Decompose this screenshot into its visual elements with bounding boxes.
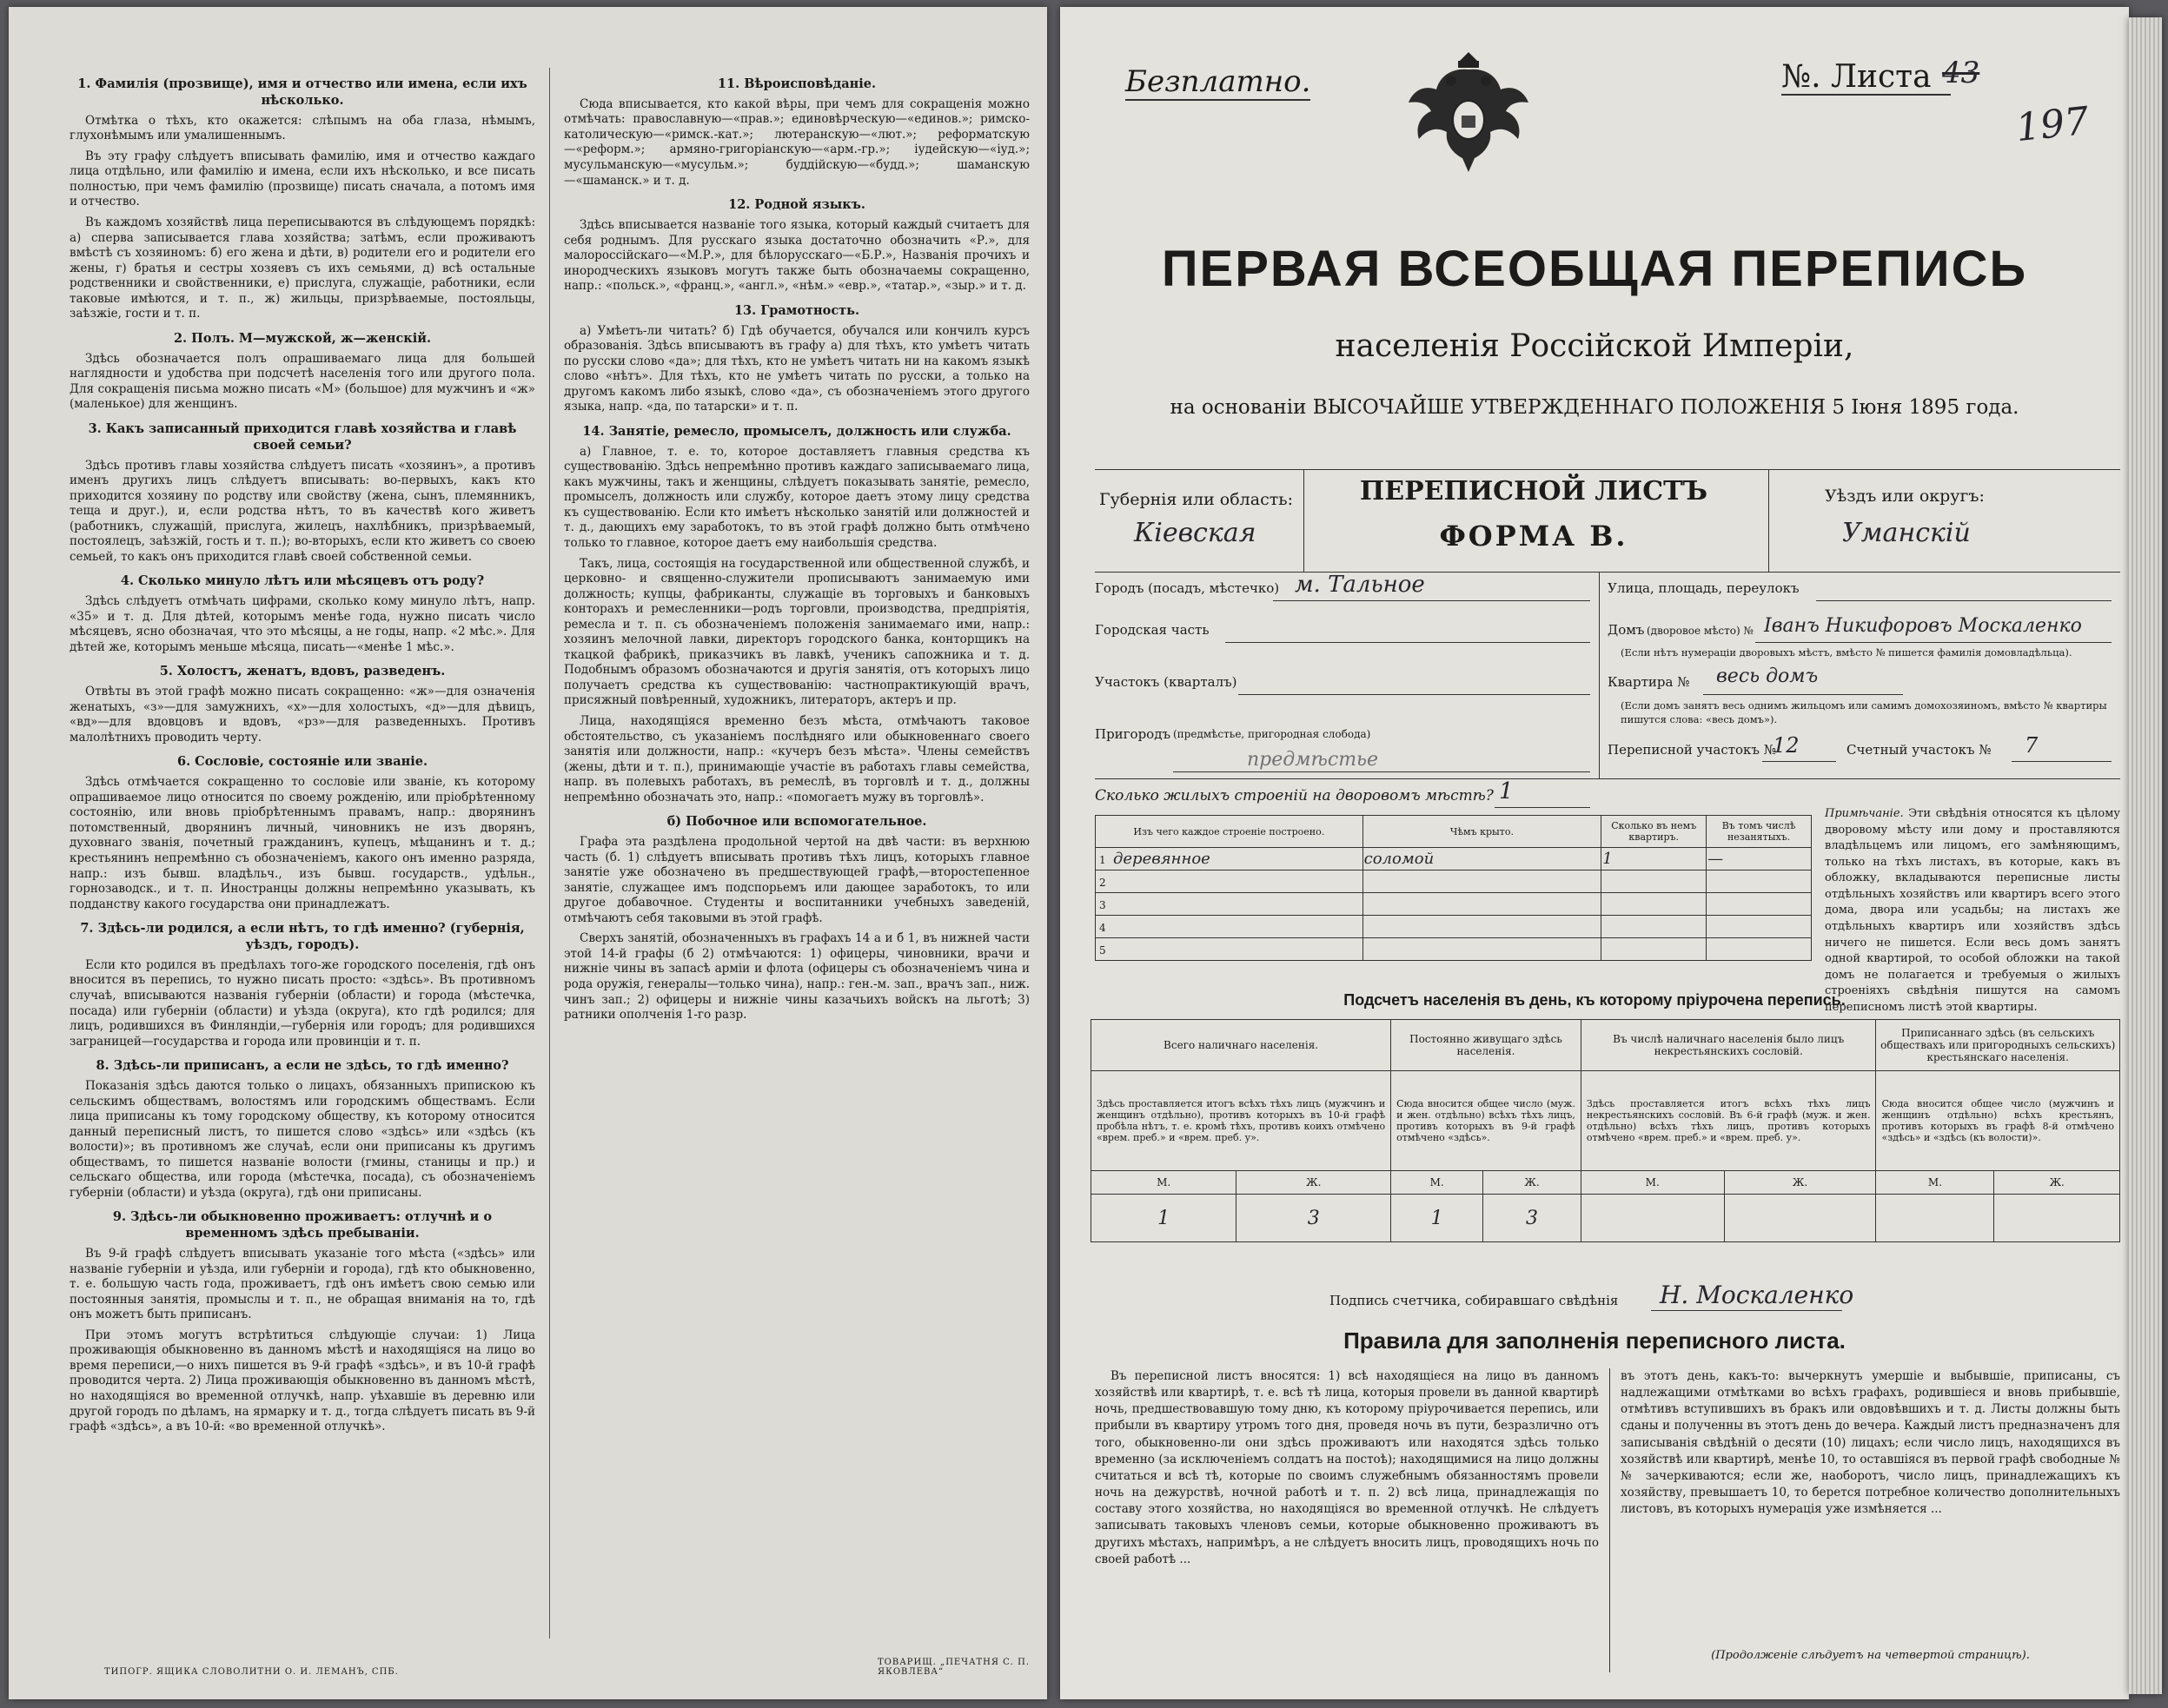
- rules-title: Правила для заполненія переписного листа.: [1343, 1327, 1846, 1354]
- buildings-cell-vacant: [1707, 938, 1812, 961]
- counting-district-label: Счетный участокъ №: [1846, 742, 1992, 758]
- uezd-label: Уѣздъ или округъ:: [1825, 487, 1985, 506]
- buildings-cell-roof: [1362, 871, 1601, 893]
- instruction-paragraph: Здѣсь отмѣчается сокращенно то сословіе или званіе, къ которому опрашиваемое лицо относится по своему рожденію, или пріобрѣтенному состоянію, или вновь пріобрѣтеннымъ правамъ, напр.: дворянинъ потомственный, дворянинъ личный, чиновникъ не изъ дворянъ, духовнаго званія, почетный гражданинъ, купецъ, мѣщанинъ и т. д.; крестьянинъ непремѣнно съ обозначеніемъ, какого онъ именно разряда, напр.: изъ бывш. владѣльч., изъ бывш. государств., удѣльн., горнозаводск., и т. п. Иностранцы должны непремѣнно указывать, къ подданству какого государства они принадлежатъ.: [70, 775, 535, 911]
- instruction-heading: 4. Сколько минуло лѣтъ или мѣсяцевъ отъ роду?: [120, 573, 485, 589]
- count-values-row: [1091, 1195, 2120, 1242]
- instruction-heading: 1. Фамилія (прозвище), имя и отчество или имена, если ихъ нѣсколько.: [77, 76, 527, 108]
- buildings-note: [1825, 806, 2120, 1016]
- left-page-instructions: [9, 7, 1047, 1699]
- count-nonpeasant-m: [1581, 1195, 1724, 1242]
- instruction-paragraph: Если кто родился въ предѣлахъ того-же городского поселенія, гдѣ онъ вносится въ перепись, то нужно писать просто: «здѣсь». Въ противномъ случаѣ, вписываются названія губерніи (области) и города (мѣстечка, посада) или губерніи (области) и уѣзда (округа), кто гдѣ родился; для лицъ, родившихся въ Финляндіи,—губернія или городъ; для родившихся заграницей—государства и города или провинціи и т. п.: [70, 957, 535, 1049]
- street-label: Улица, площадь, переулокъ: [1608, 580, 1800, 596]
- rules-right-column: въ этотъ день, какъ-то: вычеркнутъ умершіе и выбывшіе, приписаны, съ надлежащими отмѣтками во всѣхъ графахъ, родившіеся и вновь прибывшіе, отмѣтивъ вступившихъ въ бракъ или овдовѣвшихъ и т. д. Листы должны быть сданы и полученны въ этотъ день до вечера. Каждый листъ предназначенъ для записыванія свѣдѣній о десяти (10) лицахъ; если число лицъ, находящихся въ хозяйствѣ или квартирѣ, менѣе 10, то оставшіяся въ первой графѣ свободные №№ зачеркиваются; если же, наоборотъ, число лицъ, принадлежащихъ къ хозяйству, превышаетъ 10, то берется потребное количество дополнительныхъ листовъ, въ которыхъ нумерація уже измѣняется ...: [1621, 1369, 2120, 1517]
- count-header-peasant: Приписаннаго здѣсь (въ сельскихъ обществахъ или пригородныхъ сельскихъ) крестьянскаго населенія.: [1876, 1020, 2120, 1071]
- buildings-row: [1096, 893, 1812, 916]
- rules-continued: (Продолженіе слѣдуетъ на четвертой страницѣ).: [1711, 1649, 2030, 1662]
- rules-left-column: Въ переписной листъ вносятся: 1) всѣ находящіеся на лицо въ данномъ хозяйствѣ или квартирѣ, т. е. всѣ тѣ лица, которыя провели въ данной квартирѣ ночь, предшествовавшую тому дню, къ которому пріурочивается перепись, или прибыли въ квартиру утромъ того дня, проведя ночь въ пути, безразлично отъ того, обыкновенно-ли они здѣсь проживаютъ или находятся здѣсь только временно (за исключеніемъ солдатъ на постоѣ); находящимися на лицо должны считаться и всѣ тѣ, которые по своимъ служебнымъ обязанностямъ провели ночь на дежурствѣ, ночной работѣ и т. п. 2) всѣ лица, принадлежащія по составу этого хозяйства, но находящіяся во временной отлучкѣ. Не слѣдуетъ записывать таковыхъ членовъ семьи, которые обыкновенно проживаютъ въ другихъ мѣстахъ, напримѣръ, а не слѣдуетъ вносить лицъ, проводящихъ ночь по своей работѣ ...: [1095, 1369, 1599, 1566]
- buildings-note-label: Примѣчаніе.: [1825, 807, 1904, 820]
- buildings-value: деревянное: [1113, 850, 1210, 868]
- buildings-cell-roof: [1362, 916, 1601, 938]
- buildings-table: [1095, 815, 1812, 961]
- buildings-row: [1096, 871, 1812, 893]
- buildings-cell-roof: [1362, 938, 1601, 961]
- buildings-header-vacant: Въ томъ числѣ незанятыхъ.: [1707, 816, 1812, 848]
- header-band-bottom-rule: [1095, 572, 2120, 573]
- count-total-f: 3: [1236, 1195, 1391, 1242]
- buildings-cell-roof: [1362, 848, 1601, 871]
- count-total-m: 1: [1091, 1195, 1236, 1242]
- city-value: м. Тальное: [1295, 572, 1425, 598]
- count-desc-total: Здѣсь проставляется итогъ всѣхъ тѣхъ лицъ (мужчинъ и женщинъ отдѣльно), противъ которыхъ въ 10-й графѣ пробѣла нѣтъ, т. е. кромѣ тѣхъ, противъ коихъ отмѣчено «врем. преб.» и «врем. преб. у».: [1091, 1071, 1391, 1171]
- count-description-row: [1091, 1071, 2120, 1171]
- census-basis: на основаніи ВЫСОЧАЙШЕ УТВЕРЖДЕННАГО ПОЛОЖЕНІЯ 5 Іюня 1895 года.: [1170, 396, 2019, 419]
- free-label: Безплатно.: [1125, 64, 1311, 99]
- buildings-cell-vacant: [1707, 848, 1812, 871]
- buildings-cell-roof: [1362, 893, 1601, 916]
- apartment-hint: (Если домъ занятъ весь однимъ жильцомъ или самимъ домохозяиномъ, вмѣсто № квартиры пишутся слова: «весь домъ»).: [1621, 699, 2107, 725]
- buildings-value: 1: [1602, 850, 1613, 868]
- count-header-permanent: Постоянно живущаго здѣсь населенія.: [1391, 1020, 1581, 1071]
- signature-line: [1651, 1310, 1842, 1311]
- buildings-header-apartments: Сколько въ немъ квартиръ.: [1601, 816, 1707, 848]
- buildings-table-body: [1096, 848, 1812, 961]
- column-divider: [549, 68, 550, 1638]
- count-desc-permanent: Сюда вносится общее число (муж. и жен. отдѣльно) всѣхъ тѣхъ лицъ, противъ которыхъ въ 9-й графѣ отмѣчено «здѣсь».: [1391, 1071, 1581, 1171]
- buildings-row-number: 4: [1099, 922, 1106, 934]
- buildings-cell-apartments: [1601, 938, 1707, 961]
- census-district-value: 12: [1773, 733, 1800, 758]
- right-page-census-form: [1060, 7, 2129, 1699]
- sheet-number-label: №. Листа: [1781, 59, 1932, 95]
- instruction-heading: б) Побочное или вспомогательное.: [666, 814, 927, 830]
- buildings-note-text: Эти свѣдѣнія относятся къ цѣлому дворовому мѣсту или дому и проставляются владѣльцемъ или лицомъ, его замѣняющимъ, только на тѣхъ листахъ, въ которые, какъ въ обложку, вкладываются переписные листы отдѣльныхъ хозяйствъ или квартиръ всего этого дома, двора или усадьбы; на листахъ же отдѣльныхъ квартиръ или хозяйствъ здѣсь ничего не пишется. Если весь домъ занятъ одной квартирой, то особой обложки на такой домъ не полагается и требуемыя о жилыхъ строеніяхъ свѣдѣнія пишутся на самомъ переписномъ листѣ этой квартиры.: [1825, 807, 2120, 1014]
- count-permanent-m: 1: [1391, 1195, 1483, 1242]
- instruction-paragraph: Сюда вписывается, кто какой вѣры, при чемъ для сокращенія можно отмѣчать: православную—«прав.»; единовѣрческую—«единов.»; римско-католическую—«римск.-кат.»; лютеранскую—«лют.»; реформатскую—«реформ.»; армяно-григоріанскую—«арм.-гр.»; іудейскую—«іуд.»; мусульманскую—«мусульм.»; буддійскую—«будд.»; шаманскую—«шаманск.» и т. д.: [564, 96, 1030, 188]
- instruction-heading: 3. Какъ записанный приходится главѣ хозяйства и главѣ своей семьи?: [88, 420, 517, 453]
- sheet-number-handwritten: 43: [1942, 56, 1980, 90]
- buildings-cell-vacant: [1707, 893, 1812, 916]
- instructions-column-1: [70, 68, 535, 1638]
- buildings-cell-apartments: [1601, 871, 1707, 893]
- city-line: [1273, 600, 1590, 601]
- instruction-paragraph: Такъ, лица, состоящія на государственной или общественной службѣ, и церковно- и священно-служители прописываютъ занимаемую ими должность; купцы, фабриканты, служащіе въ торговыхъ и банковыхъ конторахъ и ремесленники—родъ торговли, производства, предпріятія, ремесла и т. п. съ обозначеніемъ положенія занимаемаго ими, напр.: хозяинъ мелочной лавки, директоръ городского банка, конторщикъ на ткацкой фабрикѣ, приказчикъ въ лавкѣ, ученикъ сапожника и т. д. Подобнымъ образомъ обозначаются и другія занятія, отъ которыхъ лицо получаетъ средства къ существованію: частнопрактикующій врачъ, присяжный повѣренный, художникъ, литераторъ, актеръ и пр.: [564, 556, 1030, 708]
- count-desc-peasant: Сюда вносится общее число (мужчинъ и женщинъ отдѣльно) всѣхъ крестьянъ, противъ которыхъ въ графѣ 8-й отмѣчено «здѣсь» и «здѣсь (къ волости)».: [1876, 1071, 2120, 1171]
- instruction-paragraph: Здѣсь слѣдуетъ отмѣчать цифрами, сколько кому минуло лѣтъ, напр. «35» и т. д. Для дѣтей, которымъ менѣе года, нужно писать число мѣсяцевъ, ясно обозначая, что это мѣсяцы, а не годы, напр. «2 мѣс.». Для дѣтей же, которымъ меньше мѣсяца, писать—«менѣе 1 мѣс.».: [70, 594, 535, 654]
- census-subtitle: населенія Россійской Имперіи,: [1335, 328, 1854, 364]
- district-line: [1238, 694, 1590, 695]
- buildings-row-number: 3: [1099, 899, 1106, 911]
- buildings-cell-material: [1096, 871, 1363, 893]
- buildings-cell-material: [1096, 893, 1363, 916]
- count-sex-f: Ж.: [1724, 1171, 1876, 1195]
- instruction-heading: 13. Грамотность.: [733, 302, 860, 318]
- fields-divider: [1599, 572, 1600, 778]
- city-part-line: [1225, 642, 1590, 643]
- buildings-header-material: Изъ чего каждое строеніе построено.: [1096, 816, 1363, 848]
- instruction-paragraph: Отвѣты въ этой графѣ можно писать сокращенно: «ж»—для означенія женатыхъ, «з»—для замужнихъ, «х»—для холостыхъ, «д»—для дѣвицъ, «вд»—для вдовцовъ и вдовъ, «рз»—для разведенныхъ. Противъ малолѣтнихъ проводить черту.: [70, 685, 535, 745]
- count-sex-m: М.: [1876, 1171, 1994, 1195]
- instruction-paragraph: Отмѣтка о тѣхъ, кто окажется: слѣпымъ на оба глаза, нѣмымъ, глухонѣмымъ или умалишеннымъ.: [70, 113, 535, 143]
- buildings-row: [1096, 916, 1812, 938]
- instruction-heading: 9. Здѣсь-ли обыкновенно проживаетъ: отлучнѣ и о временномъ здѣсь пребываніи.: [112, 1209, 493, 1241]
- uezd-value: Уманскій: [1842, 518, 1971, 548]
- instruction-heading: 5. Холостъ, женатъ, вдовъ, разведенъ.: [159, 664, 446, 679]
- buildings-cell-apartments: [1601, 916, 1707, 938]
- signature-value: Н. Москаленко: [1660, 1281, 1854, 1309]
- counting-district-value: 7: [2025, 733, 2039, 758]
- buildings-row-number: 5: [1099, 944, 1106, 957]
- printer-imprint-right: ТОВАРИЩ. „ПЕЧАТНЯ С. П. ЯКОВЛЕВА“: [878, 1658, 1031, 1677]
- gubernia-value: Кіевская: [1134, 518, 1256, 548]
- instruction-paragraph: Въ эту графу слѣдуетъ вписывать фамилію, имя и отчество каждаго лица отдѣльно, или фамилію и имена, если ихъ нѣсколько, и все писать полностью, при чемъ фамилію (прозвище) писать сначала, а потомъ имя и отчество.: [70, 149, 535, 209]
- population-count-table: [1091, 1019, 2120, 1242]
- instruction-paragraph: При этомъ могутъ встрѣтиться слѣдующіе случаи: 1) Лица проживающія обыкновенно въ данномъ мѣстѣ и находящіяся на лицо во время переписи,—о нихъ пишется въ 9-й графѣ «здѣсь», и въ 10-й графѣ проводится черта. 2) Лица проживающія обыкновенно въ данномъ мѣстѣ, но находящіяся во временной отлучкѣ, напр. уѣхавшіе въ деревню или другой городъ по дѣламъ, на ярмарку и т. д., тогда слѣдуетъ писать въ 9-й графѣ «здѣсь», а въ 10-й: «во временной отлучкѣ».: [70, 1327, 535, 1434]
- instruction-paragraph: Графа эта раздѣлена продольной чертой на двѣ части: въ верхнюю часть (б. 1) слѣдуетъ вписывать противъ тѣхъ лицъ, которыхъ главное занятіе уже обозначено въ предшествующей графѣ,—второстепенное занятіе, служащее имъ подспорьемъ или дающее заработокъ, то или другое добавочное. Студенты и воспитанники учебныхъ заведеній, отмѣчаютъ себя таковыми въ этой графѣ.: [564, 835, 1030, 925]
- house-line: [1755, 642, 2112, 643]
- apartment-label: Квартира №: [1608, 674, 1690, 690]
- instructions-column-2: [564, 68, 1030, 1638]
- header-band-top-rule: [1095, 469, 2120, 470]
- instruction-heading: 11. Вѣроисповѣданіе.: [717, 76, 877, 91]
- count-peasant-m: [1876, 1195, 1994, 1242]
- buildings-value: соломой: [1363, 850, 1435, 868]
- count-sex-f: Ж.: [1483, 1171, 1581, 1195]
- count-sex-row: [1091, 1171, 2120, 1195]
- instruction-paragraph: Лица, находящіяся временно безъ мѣста, отмѣчаютъ таковое обстоятельство, съ указаніемъ послѣдняго или обыкновеннаго своего занятія или должности, напр.: «кучеръ безъ мѣста». Члены семействъ (жены, дѣти и т. п.), принимающіе участіе въ работахъ главы семейства, напр. въ полевыхъ работахъ, въ ремеслѣ, въ торговлѣ и т. д., должны непремѣнно обозначать это, напр.: «помогаетъ мужу въ торговлѣ».: [564, 713, 1030, 804]
- form-title: ПЕРЕПИСНОЙ ЛИСТЪ: [1359, 476, 1708, 506]
- buildings-row-number: 2: [1099, 877, 1106, 889]
- suburb-note: (предмѣстье, пригородная слобода): [1173, 728, 1371, 740]
- signature-label: Подпись счетчика, собиравшаго свѣдѣнія: [1329, 1293, 1619, 1308]
- instruction-paragraph: Показанія здѣсь даются только о лицахъ, обязанныхъ припискою къ сельскимъ обществамъ, волостямъ или городскимъ обществамъ. Если лица приписаны къ тому городскому обществу, къ которому относится данный переписный листъ, то пишется слово «здѣсь» или «здѣсь (къ волости)»; въ противномъ же случаѣ, если они приписаны къ другимъ обществамъ, то пишется названіе волости (гмины, станицы и пр.) и сельскаго общества, или города (мѣстечка, посада), съ обозначеніемъ губерніи (области) и уѣзда (округа), гдѣ они приписаны.: [70, 1078, 535, 1200]
- instruction-paragraph: Здѣсь обозначается полъ опрашиваемаго лица для большей наглядности и удобства при подсчетѣ населенія того или другого пола. Для сокращенія письма можно писать «М» (большое) для мужчинъ и «ж» (маленькое) для женщинъ.: [70, 351, 535, 412]
- instruction-paragraph: Въ каждомъ хозяйствѣ лица переписываются въ слѣдующемъ порядкѣ: а) сперва записывается глава хозяйства; затѣмъ, если проживаютъ вмѣстѣ съ хозяиномъ: б) его жена и дѣти, в) родители его и родители его жены, г) братья и сестры хозяевъ съ ихъ семьями, д) всѣ остальные родственники и свойственники, е) прислуга, служащіе, работники, если таковые имѣются, и т. п., ж) жильцы, призрѣваемые, постояльцы, заѣзжіе, гости и т. п.: [70, 215, 535, 321]
- imperial-eagle-emblem-icon: [1403, 42, 1534, 181]
- count-sex-f: Ж.: [1994, 1171, 2120, 1195]
- count-nonpeasant-f: [1724, 1195, 1876, 1242]
- instruction-paragraph: а) Умѣетъ-ли читать? б) Гдѣ обучается, обучался или кончилъ курсъ образованія. Здѣсь вписываютъ въ графу а) для тѣхъ, кто умѣетъ читать по русски слово «да»; для тѣхъ, кто не умѣетъ читать ни на какомъ языкѣ слово «нѣтъ». Для тѣхъ, кто не умѣетъ читать по русски, а только на другомъ какомъ либо языкѣ, слово «да», съ обозначеніемъ этого другого языка, напр. «да, по татарски» и т. п.: [564, 323, 1030, 414]
- buildings-cell-vacant: [1707, 871, 1812, 893]
- count-title: Подсчетъ населенія въ день, къ которому пріурочена перепись.: [1343, 991, 1846, 1009]
- buildings-header-roof: Чѣмъ крыто.: [1362, 816, 1601, 848]
- buildings-answer: 1: [1499, 778, 1514, 804]
- count-permanent-f: 3: [1483, 1195, 1581, 1242]
- rules-divider: [1609, 1368, 1610, 1672]
- buildings-table-header: [1096, 816, 1812, 848]
- instruction-paragraph: Здѣсь противъ главы хозяйства слѣдуетъ писать «хозяинъ», а противъ именъ другихъ лицъ слѣдуетъ вписывать: во-первыхъ, какъ кто приходится хозяину по родству или свойству (жена, сынъ, племянникъ, теща и друг.), и, если родства нѣтъ, то въ качествѣ кого живетъ (работникъ, служащій, прислуга, жилецъ, нахлѣбникъ, призрѣваемый, постоялецъ, заѣзжій, гость и т. п.); во-вторыхъ, если кто живетъ со своею семьей, то какъ онъ приходится главѣ своей собственной семьи.: [70, 458, 535, 564]
- house-note: (дворовое мѣсто) №: [1647, 625, 1754, 637]
- suburb-label: Пригородъ: [1095, 726, 1170, 742]
- buildings-cell-material: [1096, 848, 1363, 871]
- house-label: Домъ: [1608, 622, 1645, 638]
- census-title: ПЕРВАЯ ВСЕОБЩАЯ ПЕРЕПИСЬ: [1161, 241, 2028, 297]
- buildings-row: [1096, 848, 1812, 871]
- count-header-nonpeasant: Въ числѣ наличнаго населенія было лицъ некрестьянскихъ сословій.: [1581, 1020, 1876, 1071]
- buildings-row-number: 1: [1099, 854, 1106, 866]
- buildings-cell-apartments: [1601, 893, 1707, 916]
- instruction-heading: 14. Занятіе, ремесло, промыселъ, должность или служба.: [582, 423, 1011, 439]
- buildings-cell-material: [1096, 938, 1363, 961]
- house-value: Іванъ Никифоровъ Москаленко: [1764, 615, 2082, 637]
- count-peasant-f: [1994, 1195, 2120, 1242]
- gubernia-label: Губернія или область:: [1099, 490, 1293, 509]
- instruction-heading: 6. Сословіе, состояніе или званіе.: [176, 754, 428, 770]
- count-header-row: [1091, 1020, 2120, 1071]
- fields-bottom-rule: [1095, 778, 2120, 779]
- street-line: [1816, 600, 2112, 601]
- buildings-value: —: [1707, 850, 1724, 868]
- counting-district-line: [2012, 761, 2112, 762]
- house-hint: (Если нѣтъ нумераціи дворовыхъ мѣстъ, вмѣсто № пишется фамилія домовладѣльца).: [1621, 646, 2072, 659]
- count-sex-f: Ж.: [1236, 1171, 1391, 1195]
- buildings-cell-material: [1096, 916, 1363, 938]
- instruction-heading: 8. Здѣсь-ли приписанъ, а если не здѣсь, то гдѣ именно?: [96, 1058, 509, 1074]
- apartment-value: весь домъ: [1716, 665, 1819, 687]
- instruction-heading: 12. Родной языкъ.: [728, 197, 865, 213]
- city-label: Городъ (посадъ, мѣстечко): [1095, 580, 1280, 596]
- buildings-row: [1096, 938, 1812, 961]
- instruction-paragraph: Въ 9-й графѣ слѣдуетъ вписывать указаніе того мѣста («здѣсь» или названіе губерніи и уѣзда, или губерніи и города), гдѣ кто обыкновенно, т. е. большую часть года, проживаетъ, гдѣ онъ имѣетъ свою семью или постоянныя занятія, промыслы и т. п., не обращая вниманія на то, гдѣ онъ можетъ быть приписанъ.: [70, 1247, 535, 1322]
- instruction-paragraph: а) Главное, т. е. то, которое доставляетъ главныя средства къ существованію. Здѣсь непремѣнно противъ каждаго записываемаго лица, какъ мужчины, такъ и женщины, слѣдуетъ показывать занятіе, ремесло, промыселъ, должность или службу, которое даетъ этому лицу средства къ существованію. Если кто имѣетъ нѣсколько занятій или должностей и т. д., дающихъ ему заработокъ, то въ этой графѣ должно быть отмѣчено только то главное, которое даетъ ему наибольшія средства.: [564, 444, 1030, 550]
- printer-imprint-left: ТИПОГР. ЯЩИКА СЛОВОЛИТНИ О. И. ЛЕМАНЪ, СПБ.: [104, 1667, 399, 1677]
- buildings-answer-line: [1495, 807, 1590, 808]
- district-label: Участокъ (кварталъ): [1095, 674, 1237, 690]
- sheet-number-underline: [1781, 94, 1951, 96]
- archive-page-number: 197: [2013, 98, 2092, 151]
- count-sex-m: М.: [1091, 1171, 1236, 1195]
- instruction-paragraph: Сверхъ занятій, обозначенныхъ въ графахъ 14 а и б 1, въ нижней части этой 14-й графы (б 2) отмѣчаются: 1) офицеры, чиновники, врачи и нижніе чины въ запасѣ арміи и флота (офицеры съ обозначеніемъ чина и рода оружія, генералы—только чина), напр.: ген.-м. зап., врачъ зап., ниж. чинъ зап.; 2) офицеры и нижніе чины казачьихъ войскъ на льготѣ; 3) ратники ополченія 1-го разр.: [564, 931, 1030, 1023]
- count-sex-m: М.: [1581, 1171, 1724, 1195]
- census-district-label: Переписной участокъ №: [1608, 742, 1776, 758]
- instruction-paragraph: Здѣсь вписывается названіе того языка, который каждый считаетъ для себя роднымъ. Для русскаго языка достаточно обозначить «Р.», для малороссійскаго—«М.Р.», для бѣлорусскаго—«Б.Р.», Названія прочихъ и инородческихъ языковъ могутъ также быть обозначаемы сокращенно, напр.: «польск.», «франц.», «англ.», «нѣм.» «евр.», «татар.», «зыр.» и т. д.: [564, 217, 1030, 294]
- count-desc-nonpeasant: Здѣсь проставляется итогъ всѣхъ тѣхъ лицъ некрестьянскихъ сословій. Въ 6-й графѣ (муж. и жен. отдѣльно) всѣхъ тѣхъ лицъ, противъ которыхъ отмѣчено «врем. преб.» и «врем. преб. у».: [1581, 1071, 1876, 1171]
- count-header-total: Всего наличнаго населенія.: [1091, 1020, 1391, 1071]
- census-district-line: [1762, 761, 1836, 762]
- city-part-label: Городская часть: [1095, 622, 1210, 638]
- buildings-cell-vacant: [1707, 916, 1812, 938]
- apartment-line: [1703, 694, 1903, 695]
- suburb-value: предмѣстье: [1247, 749, 1379, 771]
- form-letter: ФОРМА В.: [1439, 520, 1628, 553]
- instruction-heading: 7. Здѣсь-ли родился, а если нѣтъ, то гдѣ именно? (губернія, уѣздъ, городъ).: [80, 921, 525, 953]
- suburb-line: [1173, 771, 1590, 772]
- buildings-cell-apartments: [1601, 848, 1707, 871]
- instruction-heading: 2. Полъ. М—мужской, ж—женскій.: [173, 330, 432, 346]
- count-sex-m: М.: [1391, 1171, 1483, 1195]
- buildings-question: Сколько жилыхъ строеній на дворовомъ мѣстѣ?: [1095, 787, 1494, 804]
- page-stack-edge: [2129, 17, 2162, 1694]
